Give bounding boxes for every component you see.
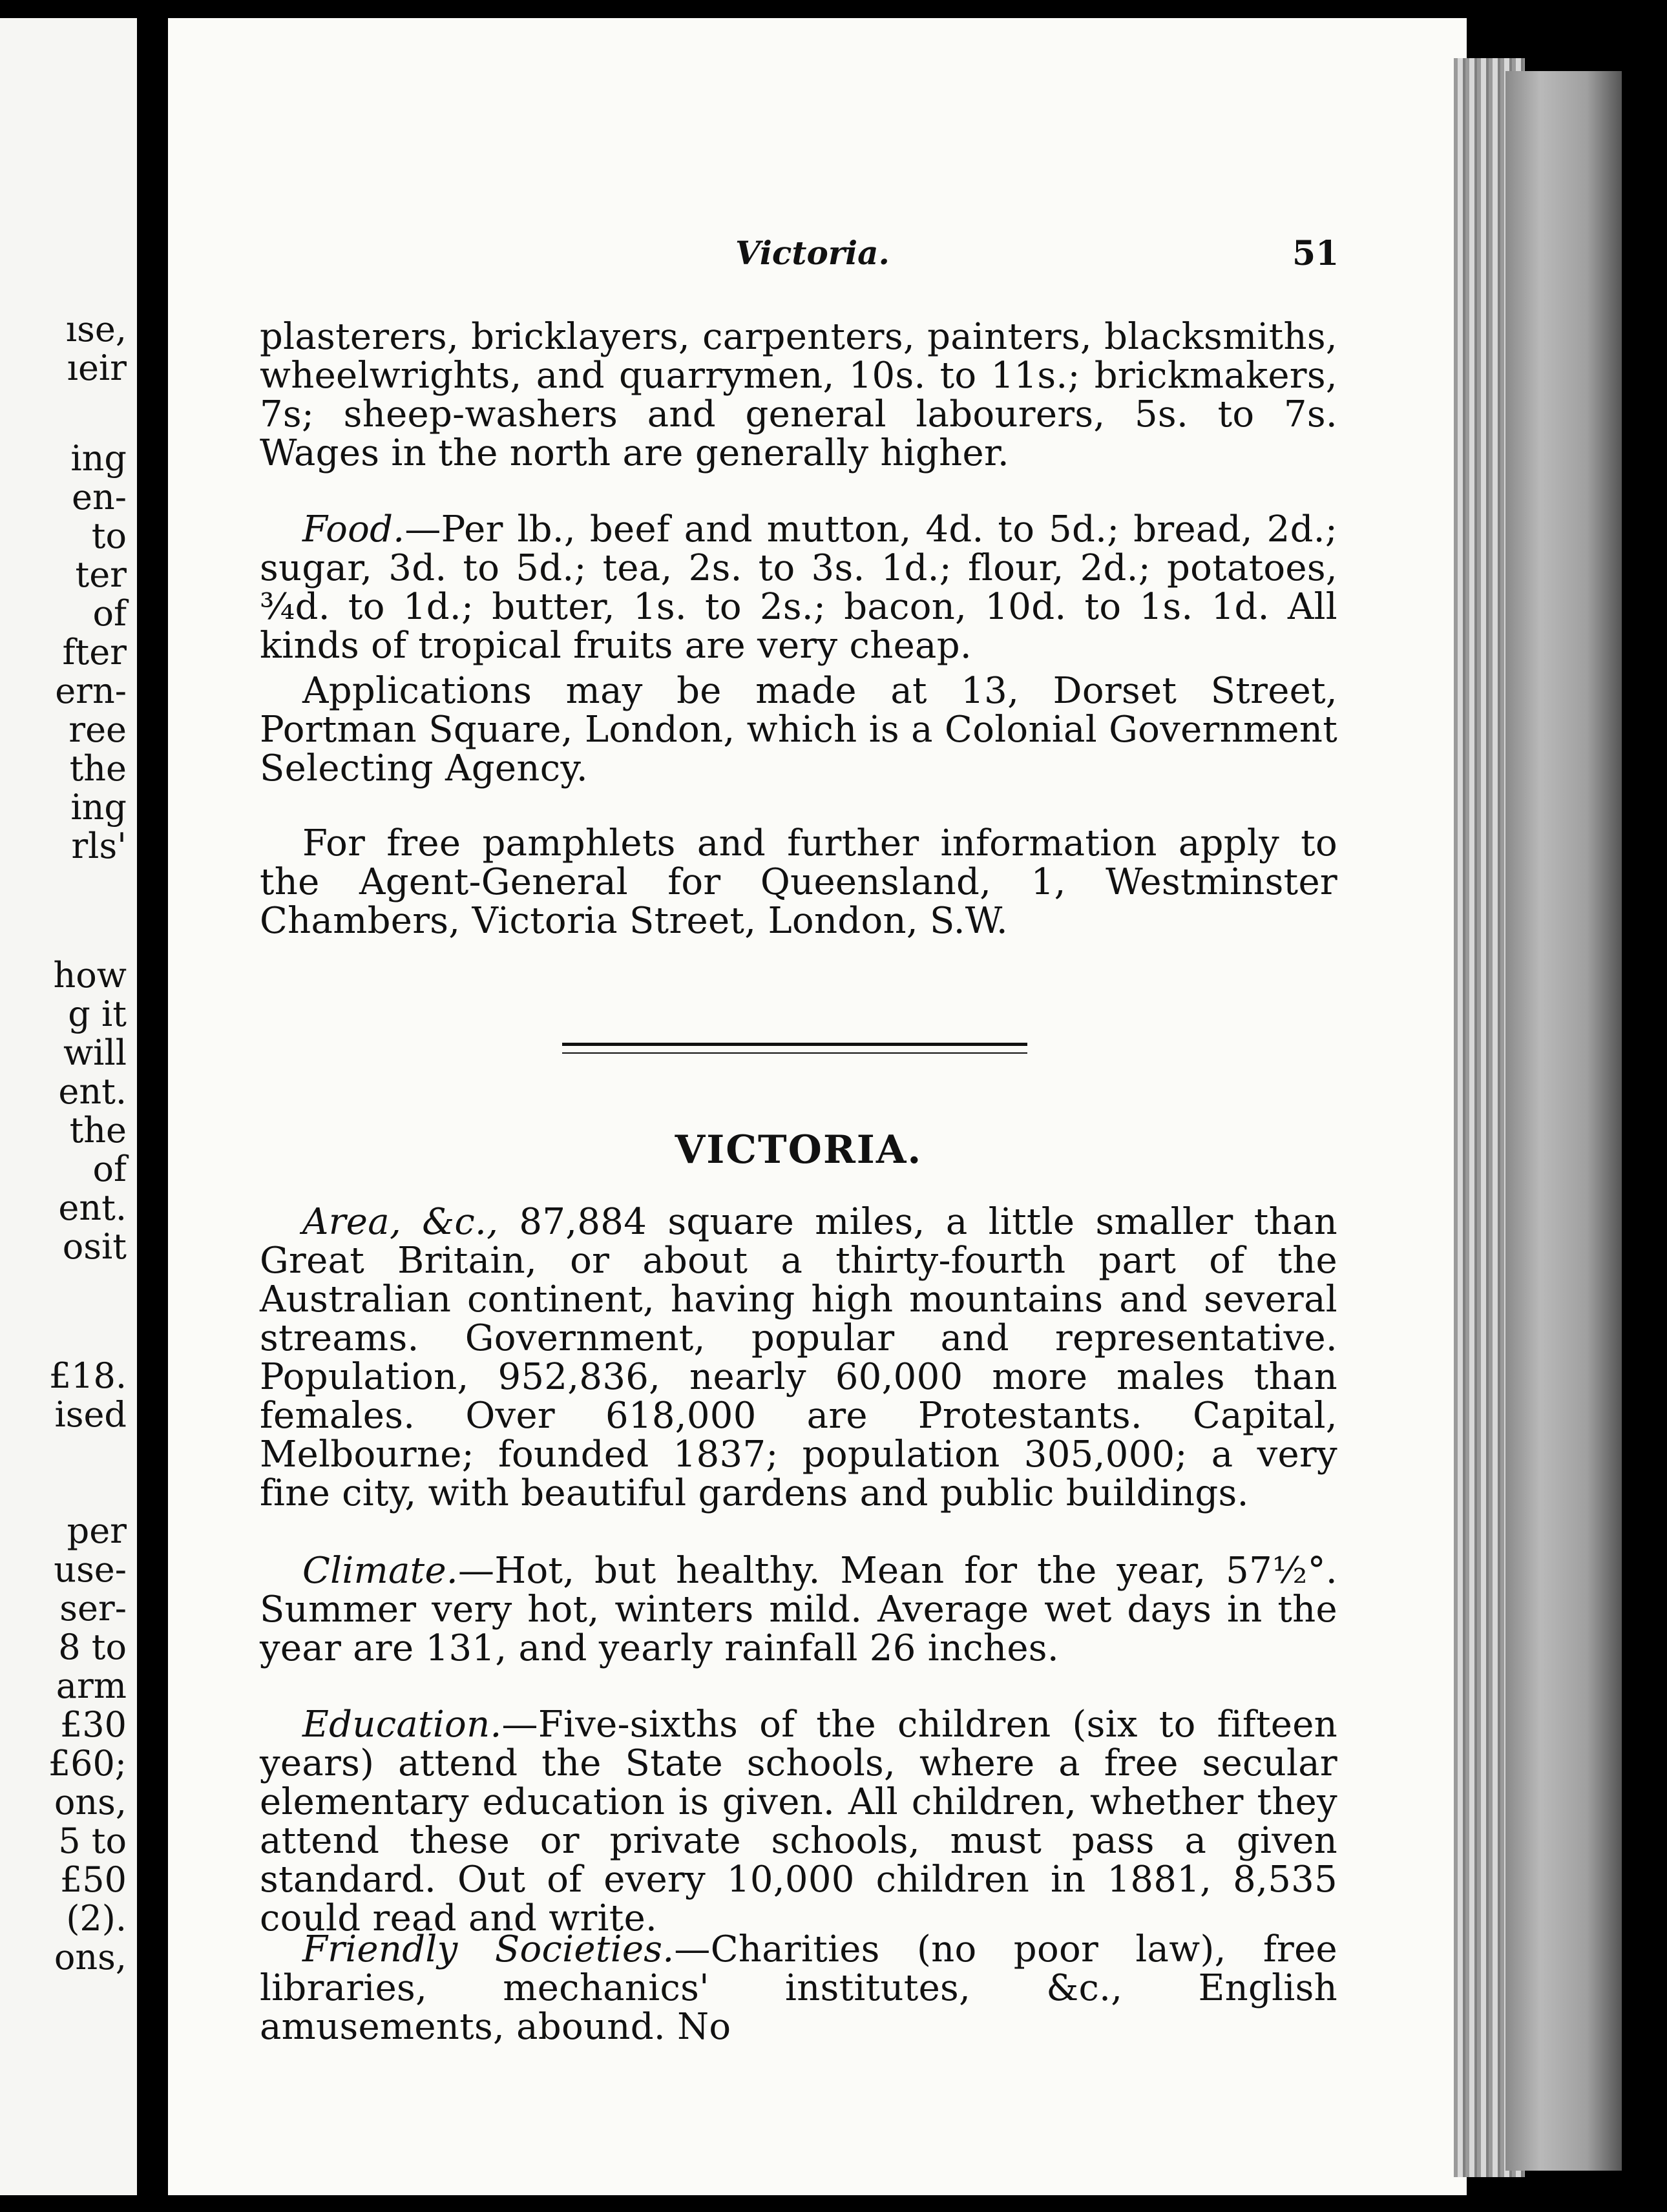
- left-page-fragment: ons,: [54, 1937, 127, 1977]
- left-page-fragment: ern-: [55, 671, 127, 711]
- climate-lead: Climate.: [302, 1550, 459, 1592]
- education-text: —Five-sixths of the children (six to fifteen years) attend the State schools, where a free secular elementary education is given. All children, whether they attend these or private schools, must pass a given standard. Out of every 10,000 children in 1881, 8,535 could read and write.: [260, 1704, 1337, 1939]
- left-page-fragment: how: [53, 955, 127, 996]
- left-page-fragment: ıeir: [67, 348, 127, 388]
- left-page-fragment: 8 to: [58, 1627, 127, 1667]
- left-page-fragment: ter: [75, 554, 127, 595]
- left-page-fragment: £30: [59, 1704, 127, 1745]
- climate-paragraph: [260, 1552, 1337, 1668]
- left-page-fragment: will: [63, 1032, 127, 1073]
- left-page-fragment: the: [69, 1110, 127, 1151]
- friendly-text: —Charities (no poor law), free libraries, mechanics' institutes, &c., English amusements, abound. No: [260, 1928, 1337, 2048]
- food-lead: Food.: [302, 508, 405, 550]
- left-page-fragment: 5 to: [58, 1821, 127, 1861]
- left-page-fragment: to: [91, 516, 127, 556]
- left-page-edge: [0, 18, 137, 2195]
- section-title: VICTORIA.: [675, 1127, 923, 1173]
- book-gutter: [137, 18, 168, 2195]
- area-text: 87,884 square miles, a little smaller than Great Britain, or about a thirty-fourth part of the Australian continent, having high mountains and several streams. Government, popular and representative. Population, 952,836, nearly 60,000 more males than females. Over 618,000 are Protestants. Capital, Melbourne; founded 1837; population 305,000; a very fine city, with beautiful gardens and public buildings.: [260, 1201, 1338, 1514]
- climate-text: —Hot, but healthy. Mean for the year, 57½°. Summer very hot, winters mild. Average wet days in the year are 131, and yearly rainfall 26 inches.: [260, 1550, 1337, 1669]
- wages-text: plasterers, bricklayers, carpenters, painters, blacksmiths, wheelwrights, and quarrymen, 10s. to 11s.; brickmakers, 7s; sheep-washers and general labourers, 5s. to 7s. Wages in the north are generally higher.: [260, 316, 1337, 474]
- left-page-fragment: g it: [68, 994, 127, 1034]
- left-page-fragment: of: [92, 1149, 127, 1189]
- education-lead: Education.: [302, 1704, 502, 1746]
- book-cover-edge: [1505, 71, 1622, 2171]
- left-page-fragment: rls': [71, 826, 127, 866]
- left-page-fragment: ıse,: [65, 309, 127, 350]
- left-page-fragment: ser-: [59, 1588, 127, 1629]
- education-paragraph: [260, 1706, 1337, 1938]
- friendly-paragraph: [260, 1930, 1337, 2047]
- pamphlets-paragraph: [260, 824, 1337, 941]
- applications-text: Applications may be made at 13, Dorset Street, Portman Square, London, which is a Colonial Government Selecting Agency.: [260, 670, 1337, 789]
- left-page-fragment: of: [92, 593, 127, 634]
- left-page-fragment: the: [69, 748, 127, 789]
- left-page-fragment: ent.: [58, 1187, 127, 1228]
- left-page-fragment: osit: [62, 1226, 127, 1267]
- applications-paragraph: [260, 672, 1337, 788]
- left-page-fragment: use-: [54, 1549, 127, 1590]
- section-divider: [562, 1043, 1027, 1054]
- wages-paragraph: [260, 318, 1337, 473]
- pamphlets-text: For free pamphlets and further information apply to the Agent-General for Queensland, 1, Westminster Chambers, Victoria Street, London, S.W.: [260, 822, 1337, 942]
- left-page-fragment: £18.: [48, 1355, 127, 1396]
- left-page-fragment: ing: [70, 438, 127, 479]
- page-number: 51: [1292, 234, 1339, 273]
- left-page-fragment: ing: [70, 787, 127, 828]
- left-page-fragment: ons,: [54, 1782, 127, 1822]
- running-head: Victoria.: [735, 234, 890, 272]
- friendly-lead: Friendly Societies.: [302, 1928, 675, 1970]
- left-page-fragment: £50: [59, 1859, 127, 1900]
- left-page-fragment: ised: [54, 1394, 127, 1435]
- left-page-fragment: ent.: [58, 1071, 127, 1112]
- left-page-fragment: en-: [72, 477, 127, 517]
- left-page-fragment: arm: [56, 1665, 127, 1706]
- food-paragraph: [260, 510, 1337, 665]
- left-page-fragment: £60;: [48, 1743, 127, 1784]
- area-paragraph: [260, 1203, 1337, 1513]
- left-page-fragment: fter: [62, 632, 127, 673]
- left-page-fragment: (2).: [66, 1898, 127, 1939]
- left-page-fragment: ree: [68, 709, 127, 750]
- area-lead: Area, &c.,: [302, 1201, 499, 1243]
- food-text: —Per lb., beef and mutton, 4d. to 5d.; bread, 2d.; sugar, 3d. to 5d.; tea, 2s. to 3s. 1d.; flour, 2d.; potatoes, ¾d. to 1d.; butter, 1s. to 2s.; bacon, 10d. to 1s. 1d. All kinds of tropical fruits are very cheap.: [260, 508, 1337, 667]
- left-page-fragment: per: [67, 1510, 127, 1551]
